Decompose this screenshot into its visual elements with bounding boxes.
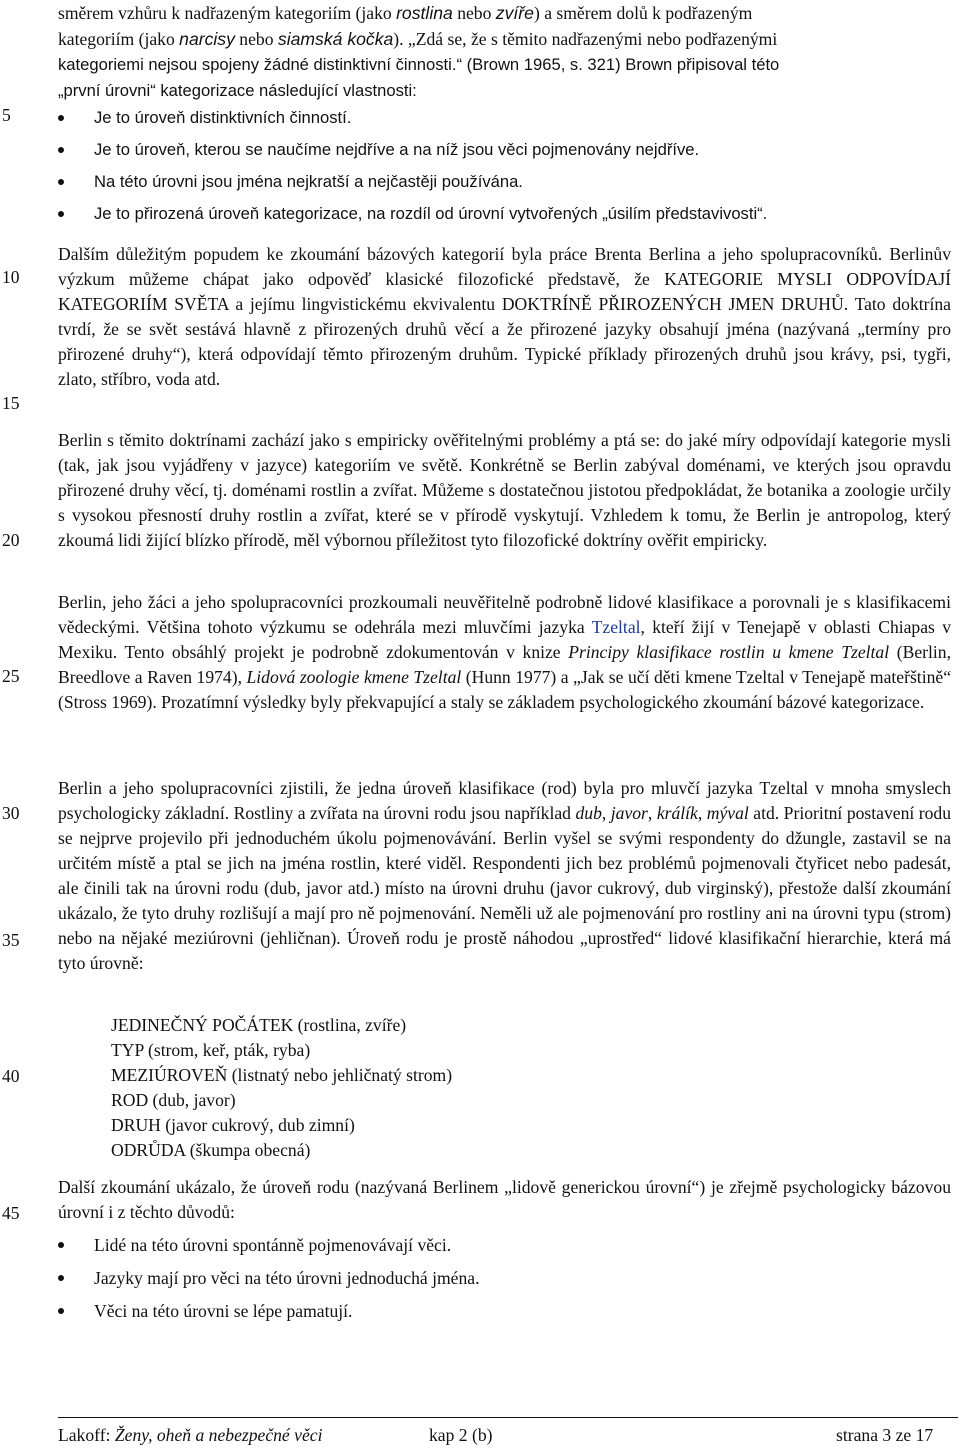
footer-chapter: kap 2 (b)	[429, 1425, 493, 1445]
paragraph-tzeltal-research: Berlin, jeho žáci a jeho spolupracovníci prozkoumali neuvěřitelně podrobně lidové klasifikace a porovnali je s klasifikacemi vědeckými. Většina tohoto výzkumu se odehrála mezi mluvčími jazyka Tzeltal, kteří žijí v Tenejapě v oblasti Chiapas v Mexiku. Tento obsáhlý projekt je podrobně zdokumentován v knize Principy klasifikace rostlin u kmene Tzeltal (Berlin, Breedlove a Raven 1974), Lidová zoologie kmene Tzeltal (Hunn 1977) a „Jak se učí děti kmene Tzeltal v Tenejapě mateřštině“ (Stross 1969). Prozatímní výsledky byly překvapující a staly se základem psychologického zkoumání bázové kategorizace.	[58, 592, 952, 712]
bullet-icon	[58, 211, 64, 217]
line-number: 30	[2, 803, 20, 823]
bullet-icon	[58, 179, 64, 185]
document-page: 5 10 15 20 25 30 35 40 45 směrem vzhůru k nadřazeným kategoriím (jako rostlina nebo zvíře) a směrem dolů k podřazeným kategoriím (jako narcisy nebo siamská kočka). „Zdá se, že s těmito nadřazenými nebo podřazenými kategoriemi nejsou spojeny žádné distinktivní činnosti.“ (Brown 1965, s. 321) Brown připisoval této „první úrovni“ kategorizace následující vlastnosti: Je to úroveň distinktivních činností. Je to úroveň, kterou se naučíme nejdříve a na níž jsou věci pojmenovány nejdříve. Na této úrovni jsou jména nejkratší a nejčastěji používána. Je to přirozená úroveň kategorizace, na rozdíl od úrovní vytvořených „úsilím představivosti“. Dalším důležitým popudem ke zkoumání bázových kategorií byla práce Brenta Berlina a jeho spolupracovníků. Berlinův výzkum můžeme chápat jako odpověď klasické filozofické představě, že KATEGORIE MYSLI ODPOVÍDAJÍ KATEGORIÍM SVĚTA a jejímu lingvistickému ekvivalentu DOKTRÍNĚ PŘIROZENÝCH JMEN DRUHŮ. Tato doktrína tvrdí, že se svět sestává hlavně z přirozených druhů věcí a že přirozené jazyky obsahují jména (nazývaná „termíny pro přirozené druhy“), která odpovídají těmto přirozeným druhům. Typické příklady přirozených druhů jsou krávy, psi, tygři, zlato, stříbro, voda atd. Berlin s těmito doktrínami zachází jako s empiricky ověřitelnými problémy a ptá se: do jaké míry odpovídají kategorie mysli (tak, jak jsou vyjádřeny v jazyce) kategoriím ve světě. Konkrétně se Berlin zabýval doménami, ve kterých jsou opravdu přirozené druhy věcí, tj. doménami rostlin a zvířat. Můžeme s dostatečnou jistotou předpokládat, že botanika a zoologie určily s vysokou přesností druhy rostlin a zvířat, které se v přírodě vyskytují. Vzhledem k tomu, že Berlin je antropolog, který zkoumá lidi žijící blízko přírodě, měl výbornou příležitost tyto filozofické doktríny ověřit empiricky. Berlin, jeho žáci a jeho spolupracovníci prozkoumali neuvěřitelně podrobně lidové klasifikace a porovnali je s klasifikacemi vědeckými. Většina tohoto výzkumu se odehrála mezi mluvčími jazyka Tzeltal, kteří žijí v Tenejapě v oblasti Chiapas v Mexiku. Tento obsáhlý projekt je podrobně zdokumentován v knize Principy klasifikace rostlin u kmene Tzeltal (Berlin, Breedlove a Raven 1974), Lidová zoologie kmene Tzeltal (Hunn 1977) a „Jak se učí děti kmene Tzeltal v Tenejapě mateřštině“ (Stross 1969). Prozatímní výsledky byly překvapující a staly se základem psychologického zkoumání bázové kategorizace. Berlin a jeho spolupracovníci zjistili, že jedna úroveň klasifikace (rod) byla pro mluvčí jazyka Tzeltal v mnoha smyslech psychologicky základní. Rostliny a zvířata na úrovni rodu jsou například dub, javor, králík, mýval atd. Prioritní postavení rodu se nejprve projevilo při jednoduchém úkolu pojmenovávání. Berlin vyšel se svými respondenty do džungle, zastavil se na určitém místě a ptal se jich na jména rostlin, které viděl. Respondenti jich bez problémů pojmenovali čtyřicet nebo padesát, ale činili tak na úrovni rodu (dub, javor atd.) místo na úrovni druhu (javor cukrový, dub virginský), přestože další zkoumání ukázalo, že tyto druhy rozlišují a mají pro ně pojmenování. Neměli už ale pojmenování pro rostliny ani na úrovni typu (strom) nebo na nějaké meziúrovni (jehličnan). Úroveň rodu je prostě náhodou „uprostřed“ lidové klasifikační hierarchie, která má tyto úrovně: JEDINEČNÝ POČÁTEK (rostlina, zvíře) TYP (strom, keř, pták, ryba) MEZIÚROVEŇ (listnatý nebo jehličnatý strom) ROD (dub, javor) DRUH (javor cukrový, dub zimní) ODRŮDA (škumpa obecná) Další zkoumání ukázalo, že úroveň rodu (nazývaná Berlinem „lidově generickou úrovní“) je zřejmě psychologicky bázovou úrovní i z těchto důvodů: Lidé na této úrovni spontánně pojmenovávají věci. Jazyky mají pro věci na této úrovni jednoduchá jména. Věci na této úrovni se lépe pamatují. Lakoff: Ženy, oheň a nebezpečné věci kap 2 (b) strana 3 ze 17	[0, 0, 960, 1449]
line-number: 10	[2, 267, 20, 287]
line-number: 45	[2, 1203, 20, 1223]
line-number: 40	[2, 1066, 20, 1086]
line-number: 35	[2, 930, 20, 950]
footer-book: Lakoff: Ženy, oheň a nebezpečné věci	[58, 1425, 323, 1445]
level-item: MEZIÚROVEŇ (listnatý nebo jehličnatý strom)	[111, 1065, 453, 1085]
bullet-icon	[58, 1275, 64, 1281]
level-item: DRUH (javor cukrový, dub zimní)	[111, 1115, 355, 1135]
bullet-icon	[58, 147, 64, 153]
level-item: JEDINEČNÝ POČÁTEK (rostlina, zvíře)	[111, 1015, 407, 1035]
bullet-icon	[58, 1242, 64, 1248]
level-item: TYP (strom, keř, pták, ryba)	[111, 1040, 311, 1060]
paragraph-intro: směrem vzhůru k nadřazeným kategoriím (jako rostlina nebo zvíře) a směrem dolů k podřazeným kategoriím (jako narcisy nebo siamská kočka). „Zdá se, že s těmito nadřazenými nebo podřazenými kategoriemi nejsou spojeny žádné distinktivní činnosti.“ (Brown 1965, s. 321) Brown připisoval této „první úrovni“ kategorizace následující vlastnosti:	[58, 3, 780, 100]
footer-divider	[58, 1417, 958, 1418]
bullet-icon	[58, 115, 64, 121]
paragraph-berlin-intro: Dalším důležitým popudem ke zkoumání bázových kategorií byla práce Brenta Berlina a jeho spolupracovníků. Berlinův výzkum můžeme chápat jako odpověď klasické filozofické představě, že KATEGORIE MYSLI ODPOVÍDAJÍ KATEGORIÍM SVĚTA a jejímu lingvistickému ekvivalentu DOKTRÍNĚ PŘIROZENÝCH JMEN DRUHŮ. Tato doktrína tvrdí, že se svět sestává hlavně z přirozených druhů věcí a že přirozené jazyky obsahují jména (nazývaná „termíny pro přirozené druhy“), která odpovídají těmto přirozeným druhům. Typické příklady přirozených druhů jsou krávy, psi, tygři, zlato, stříbro, voda atd.	[58, 244, 951, 389]
line-number: 25	[2, 666, 20, 686]
bullet-icon	[58, 1308, 64, 1314]
line-number: 5	[2, 105, 11, 125]
paragraph-berlin-doctrines: Berlin s těmito doktrínami zachází jako s empiricky ověřitelnými problémy a ptá se: do jaké míry odpovídají kategorie mysli (tak, jak jsou vyjádřeny v jazyce) kategoriím ve světě. Konkrétně se Berlin zabýval doménami, ve kterých jsou opravdu přirozené druhy věcí, tj. doménami rostlin a zvířat. Můžeme s dostatečnou jistotou předpokládat, že botanika a zoologie určily s vysokou přesností druhy rostlin a zvířat, které se v přírodě vyskytují. Vzhledem k tomu, že Berlin je antropolog, který zkoumá lidi žijící blízko přírodě, měl výbornou příležitost tyto filozofické doktríny ověřit empiricky.	[58, 430, 951, 550]
tzeltal-term: Tzeltal	[591, 616, 641, 637]
paragraph-genus-level: Berlin a jeho spolupracovníci zjistili, že jedna úroveň klasifikace (rod) byla pro mluvčí jazyka Tzeltal v mnoha smyslech psychologicky základní. Rostliny a zvířata na úrovni rodu jsou například dub, javor, králík, mýval atd. Prioritní postavení rodu se nejprve projevilo při jednoduchém úkolu pojmenovávání. Berlin vyšel se svými respondenty do džungle, zastavil se na určitém místě a ptal se jich na jména rostlin, které viděl. Respondenti jich bez problémů pojmenovali čtyřicet nebo padesát, ale činili tak na úrovni rodu (dub, javor atd.) místo na úrovni druhu (javor cukrový, dub virginský), přestože další zkoumání ukázalo, že tyto druhy rozlišují a mají pro ně pojmenování. Neměli už ale pojmenování pro rostliny ani na úrovni typu (strom) nebo na nějaké meziúrovni (jehličnan). Úroveň rodu je prostě náhodou „uprostřed“ lidové klasifikační hierarchie, která má tyto úrovně:	[58, 778, 951, 973]
footer-page-number: strana 3 ze 17	[836, 1425, 934, 1445]
level-item: ROD (dub, javor)	[111, 1090, 236, 1110]
level-item: ODRŮDA (škumpa obecná)	[111, 1140, 311, 1160]
classification-levels	[111, 1013, 452, 1163]
line-number: 15	[2, 393, 20, 413]
paragraph-basic-level: Další zkoumání ukázalo, že úroveň rodu (nazývaná Berlinem „lidově generickou úrovní“) je zřejmě psychologicky bázovou úrovní i z těchto důvodů:	[58, 1177, 951, 1222]
line-number: 20	[2, 530, 20, 550]
